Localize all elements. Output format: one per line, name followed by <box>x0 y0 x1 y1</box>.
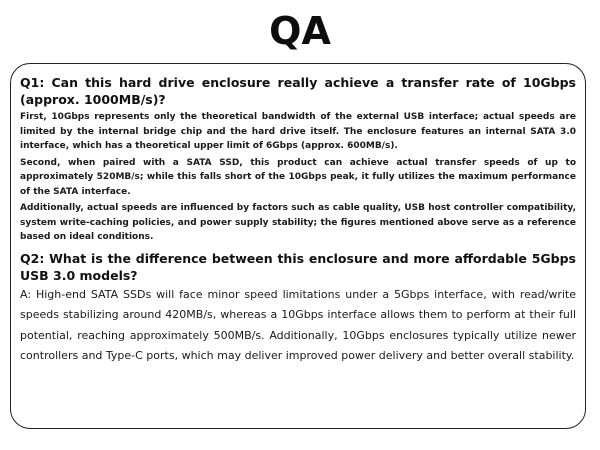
question-2: Q2: What is the difference between this enclosure and more affordable 5Gbps USB 3.0 models? <box>20 250 576 283</box>
answer-2-paragraph-1: A: High-end SATA SSDs will face minor speed limitations under a 5Gbps interface, with read/write speeds stabilizing around 420MB/s, whereas a 10Gbps interface allows them to perform at their full potential, reaching approximately 500MB/s. Additionally, 10Gbps enclosures typically utilize newer controllers and Type-C ports, which may deliver improved power delivery and better overall stability. <box>20 287 576 362</box>
answer-1-paragraph-3: Additionally, actual speeds are influenced by factors such as cable quality, USB host controller compatibility, system write-caching policies, and power supply stability; the figures mentioned above serve as a reference based on ideal conditions. <box>20 203 576 242</box>
page-title: QA <box>269 9 331 53</box>
answer-1-paragraph-1: First, 10Gbps represents only the theoretical bandwidth of the external USB interface; actual speeds are limited by the internal bridge chip and the hard drive itself. The enclosure features an internal SATA 3.0 interface, which has a theoretical upper limit of 6Gbps (approx. 600MB/s). <box>20 112 576 151</box>
answer-1-paragraph-2: Second, when paired with a SATA SSD, this product can achieve actual transfer speeds of up to approximately 520MB/s; while this falls short of the 10Gbps peak, it fully utilizes the maximum performance of the SATA interface. <box>20 157 576 197</box>
question-1: Q1: Can this hard drive enclosure really achieve a transfer rate of 10Gbps (approx. 1000MB/s)? <box>20 75 576 107</box>
qa-card <box>10 63 586 429</box>
